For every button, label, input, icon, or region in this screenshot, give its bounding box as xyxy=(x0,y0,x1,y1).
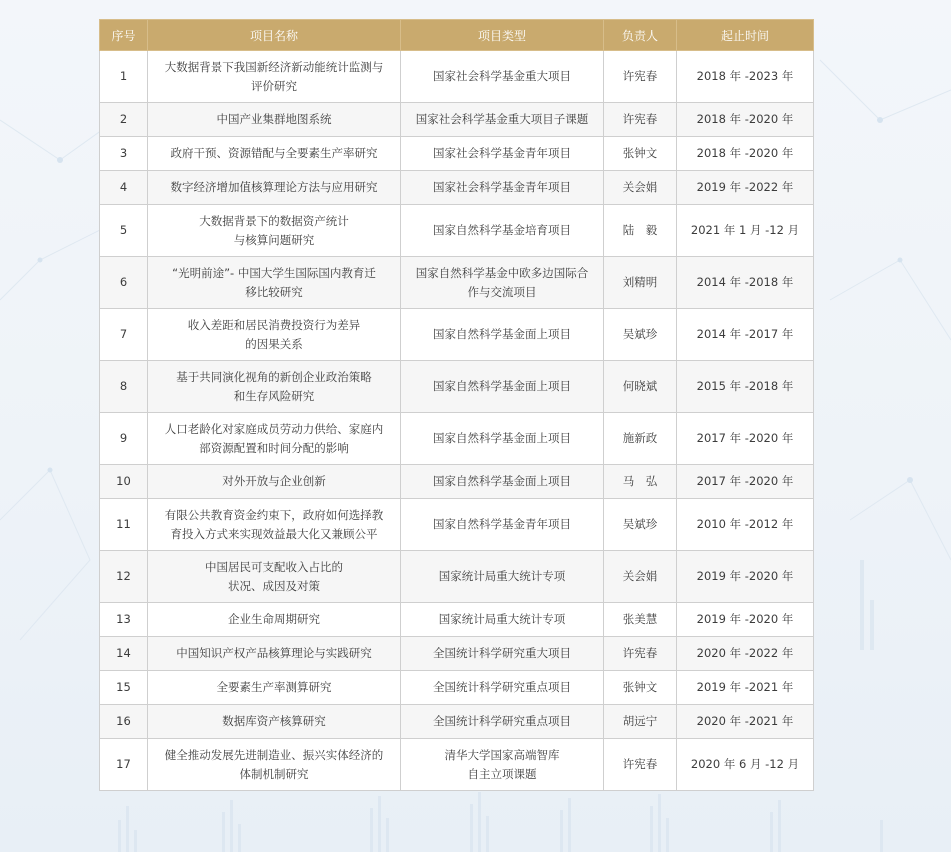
project-name-line: 的因果关系 xyxy=(245,336,303,351)
table-row xyxy=(100,637,814,671)
cell-no: 2 xyxy=(100,103,148,137)
table-row xyxy=(100,603,814,637)
header-project-type: 项目类型 xyxy=(401,20,604,51)
cell-no: 13 xyxy=(100,603,148,637)
cell-period: 2018 年 -2023 年 xyxy=(677,51,814,103)
cell-period: 2019 年 -2020 年 xyxy=(677,551,814,603)
project-type-line: 国家社会科学基金青年项目 xyxy=(433,180,571,194)
cell-project-type xyxy=(401,309,604,361)
cell-no: 8 xyxy=(100,361,148,413)
cell-period: 2019 年 -2022 年 xyxy=(677,171,814,205)
project-name-line: 育投入方式来实现效益最大化又兼顾公平 xyxy=(170,526,378,541)
cell-period: 2020 年 -2021 年 xyxy=(677,705,814,739)
cell-project-name xyxy=(148,51,401,103)
table-row xyxy=(100,257,814,309)
project-name-line: 企业生命周期研究 xyxy=(228,612,320,626)
cell-no: 7 xyxy=(100,309,148,361)
table-row xyxy=(100,499,814,551)
cell-leader: 关会娟 xyxy=(604,551,677,603)
cell-leader: 张美慧 xyxy=(604,603,677,637)
cell-project-type xyxy=(401,205,604,257)
project-type-line: 全国统计科学研究重点项目 xyxy=(433,680,571,694)
cell-period: 2020 年 -2022 年 xyxy=(677,637,814,671)
table-row xyxy=(100,705,814,739)
cell-project-name xyxy=(148,361,401,413)
project-name-line: 全要素生产率测算研究 xyxy=(216,680,332,694)
cell-project-name xyxy=(148,413,401,465)
table-header-row xyxy=(100,20,814,51)
cell-project-type xyxy=(401,257,604,309)
project-name-line: 大数据背景下我国新经济新动能统计监测与 xyxy=(164,59,384,74)
project-type-line: 国家自然科学基金青年项目 xyxy=(433,517,571,531)
project-type-line: 国家自然科学基金中欧多边国际合 xyxy=(415,265,589,280)
cell-no: 3 xyxy=(100,137,148,171)
cell-period: 2019 年 -2021 年 xyxy=(677,671,814,705)
cell-no: 15 xyxy=(100,671,148,705)
cell-no: 14 xyxy=(100,637,148,671)
cell-project-name xyxy=(148,205,401,257)
project-type-line: 国家社会科学基金青年项目 xyxy=(433,146,571,160)
cell-leader: 陆 毅 xyxy=(604,205,677,257)
project-type-line: 国家社会科学基金重大项目子课题 xyxy=(415,112,589,126)
project-name-line: 基于共同演化视角的新创企业政治策略 xyxy=(176,369,372,384)
cell-leader: 张钟文 xyxy=(604,137,677,171)
cell-no: 4 xyxy=(100,171,148,205)
project-name-line: 收入差距和居民消费投资行为差异 xyxy=(187,317,361,332)
project-name-line: 数字经济增加值核算理论方法与应用研究 xyxy=(170,180,378,194)
header-leader: 负责人 xyxy=(604,20,677,51)
project-name-line: 状况、成因及对策 xyxy=(228,578,320,593)
cell-project-type xyxy=(401,551,604,603)
cell-project-name xyxy=(148,603,401,637)
table-row xyxy=(100,739,814,791)
table-row xyxy=(100,671,814,705)
project-type-line: 国家自然科学基金面上项目 xyxy=(433,379,571,393)
table-row xyxy=(100,137,814,171)
cell-no: 1 xyxy=(100,51,148,103)
project-type-line: 国家统计局重大统计专项 xyxy=(438,612,566,626)
cell-project-type xyxy=(401,413,604,465)
project-name-line: 部资源配置和时间分配的影响 xyxy=(199,440,349,455)
project-type-line: 自主立项课题 xyxy=(467,766,537,781)
project-name-line: 与核算问题研究 xyxy=(233,232,315,247)
cell-project-name xyxy=(148,671,401,705)
project-name-line: 体制机制研究 xyxy=(239,766,309,781)
cell-no: 6 xyxy=(100,257,148,309)
project-name-line: “光明前途”- 中国大学生国际国内教育迁 xyxy=(172,265,376,280)
project-type-line: 国家自然科学基金培育项目 xyxy=(433,223,571,237)
cell-no: 5 xyxy=(100,205,148,257)
project-name-line: 和生存风险研究 xyxy=(233,388,315,403)
cell-project-type xyxy=(401,51,604,103)
cell-leader: 刘精明 xyxy=(604,257,677,309)
cell-project-name xyxy=(148,499,401,551)
cell-period: 2017 年 -2020 年 xyxy=(677,413,814,465)
project-type-line: 国家统计局重大统计专项 xyxy=(438,569,566,583)
cell-project-type xyxy=(401,603,604,637)
cell-no: 9 xyxy=(100,413,148,465)
project-name-line: 移比较研究 xyxy=(245,284,303,299)
cell-period: 2014 年 -2017 年 xyxy=(677,309,814,361)
cell-project-type xyxy=(401,705,604,739)
project-name-line: 中国产业集群地图系统 xyxy=(216,112,332,126)
cell-period: 2017 年 -2020 年 xyxy=(677,465,814,499)
table-row xyxy=(100,103,814,137)
header-project-name: 项目名称 xyxy=(148,20,401,51)
project-type-line: 清华大学国家高端智库 xyxy=(444,747,560,762)
project-table xyxy=(99,19,814,791)
cell-project-name xyxy=(148,551,401,603)
cell-project-type xyxy=(401,637,604,671)
project-name-line: 数据库资产核算研究 xyxy=(222,714,326,728)
cell-period: 2014 年 -2018 年 xyxy=(677,257,814,309)
cell-leader: 吴斌珍 xyxy=(604,309,677,361)
cell-period: 2010 年 -2012 年 xyxy=(677,499,814,551)
table-row xyxy=(100,465,814,499)
project-table-container xyxy=(99,19,813,791)
cell-project-type xyxy=(401,499,604,551)
cell-period: 2015 年 -2018 年 xyxy=(677,361,814,413)
cell-no: 10 xyxy=(100,465,148,499)
cell-no: 17 xyxy=(100,739,148,791)
cell-project-type xyxy=(401,671,604,705)
project-type-line: 作与交流项目 xyxy=(467,284,537,299)
cell-leader: 许宪春 xyxy=(604,637,677,671)
table-row xyxy=(100,51,814,103)
cell-project-name xyxy=(148,705,401,739)
cell-leader: 吴斌珍 xyxy=(604,499,677,551)
project-name-line: 中国知识产权产品核算理论与实践研究 xyxy=(176,646,372,660)
cell-project-type xyxy=(401,171,604,205)
cell-project-type xyxy=(401,465,604,499)
cell-project-name xyxy=(148,257,401,309)
project-name-line: 政府干预、资源错配与全要素生产率研究 xyxy=(170,146,378,160)
project-type-line: 全国统计科学研究重点项目 xyxy=(433,714,571,728)
cell-no: 16 xyxy=(100,705,148,739)
cell-leader: 许宪春 xyxy=(604,739,677,791)
cell-period: 2020 年 6 月 -12 月 xyxy=(677,739,814,791)
cell-leader: 许宪春 xyxy=(604,51,677,103)
project-name-line: 大数据背景下的数据资产统计 xyxy=(199,213,349,228)
project-type-line: 国家自然科学基金面上项目 xyxy=(433,431,571,445)
cell-leader: 张钟文 xyxy=(604,671,677,705)
project-type-line: 全国统计科学研究重大项目 xyxy=(433,646,571,660)
project-name-line: 人口老龄化对家庭成员劳动力供给、家庭内 xyxy=(164,421,384,436)
cell-project-type xyxy=(401,739,604,791)
cell-leader: 关会娟 xyxy=(604,171,677,205)
project-type-line: 国家自然科学基金面上项目 xyxy=(433,327,571,341)
cell-period: 2018 年 -2020 年 xyxy=(677,137,814,171)
cell-period: 2018 年 -2020 年 xyxy=(677,103,814,137)
cell-project-name xyxy=(148,137,401,171)
cell-no: 12 xyxy=(100,551,148,603)
header-no: 序号 xyxy=(100,20,148,51)
cell-leader: 许宪春 xyxy=(604,103,677,137)
project-type-line: 国家自然科学基金面上项目 xyxy=(433,474,571,488)
cell-project-name xyxy=(148,103,401,137)
table-row xyxy=(100,205,814,257)
project-name-line: 中国居民可支配收入占比的 xyxy=(205,559,343,574)
table-row xyxy=(100,551,814,603)
cell-project-name xyxy=(148,309,401,361)
cell-leader: 胡远宁 xyxy=(604,705,677,739)
table-row xyxy=(100,309,814,361)
cell-project-type xyxy=(401,361,604,413)
cell-project-name xyxy=(148,637,401,671)
table-row xyxy=(100,171,814,205)
cell-leader: 马 弘 xyxy=(604,465,677,499)
project-name-line: 对外开放与企业创新 xyxy=(222,474,326,488)
table-row xyxy=(100,361,814,413)
cell-project-name xyxy=(148,739,401,791)
cell-period: 2021 年 1 月 -12 月 xyxy=(677,205,814,257)
cell-leader: 何晓斌 xyxy=(604,361,677,413)
project-name-line: 有限公共教育资金约束下，政府如何选择教 xyxy=(164,507,384,522)
project-type-line: 国家社会科学基金重大项目 xyxy=(433,69,571,83)
cell-no: 11 xyxy=(100,499,148,551)
cell-project-name xyxy=(148,465,401,499)
cell-period: 2019 年 -2020 年 xyxy=(677,603,814,637)
cell-project-name xyxy=(148,171,401,205)
cell-project-type xyxy=(401,103,604,137)
header-period: 起止时间 xyxy=(677,20,814,51)
table-row xyxy=(100,413,814,465)
cell-leader: 施新政 xyxy=(604,413,677,465)
project-name-line: 健全推动发展先进制造业、振兴实体经济的 xyxy=(164,747,384,762)
table-body xyxy=(100,51,814,791)
project-name-line: 评价研究 xyxy=(251,78,297,93)
cell-project-type xyxy=(401,137,604,171)
